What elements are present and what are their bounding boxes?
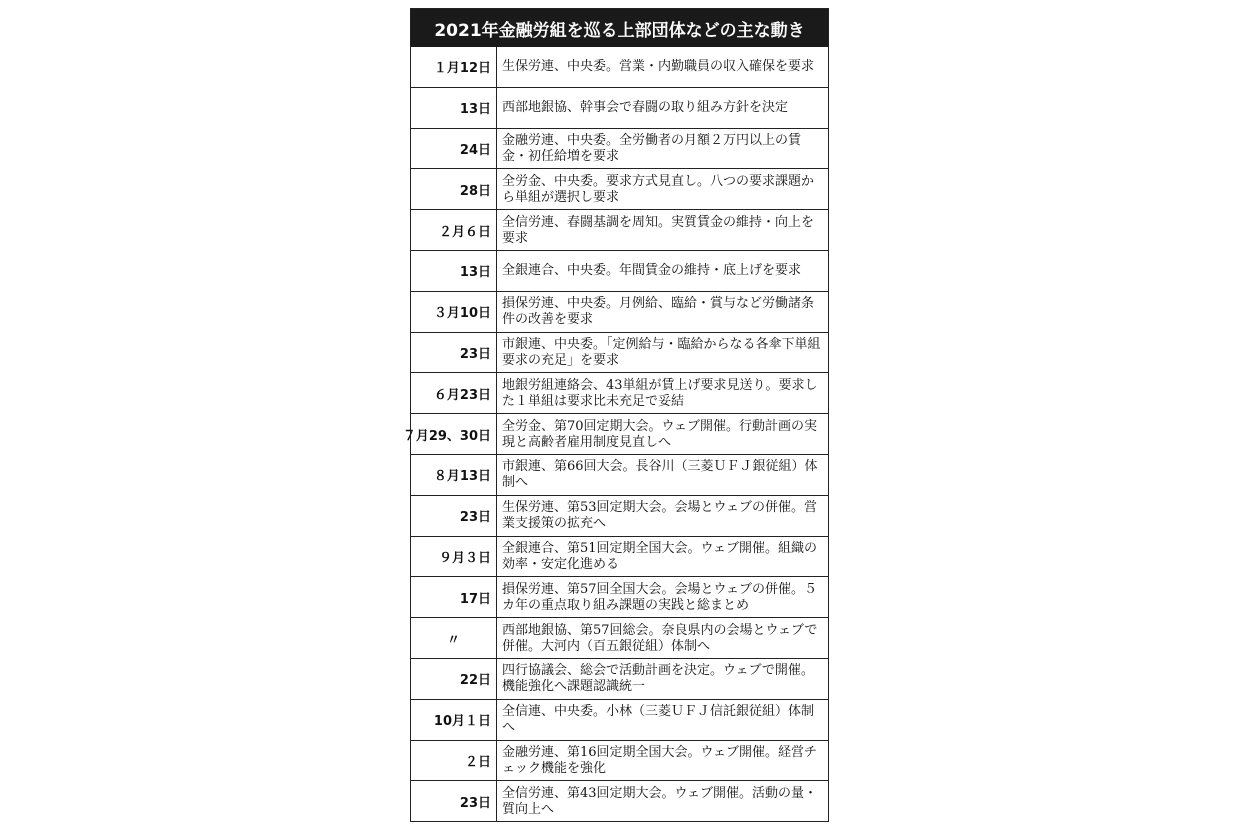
row-event-text — [497, 577, 828, 617]
table-row — [411, 780, 828, 821]
row-date: ２月６日 — [411, 210, 497, 250]
table-row — [411, 454, 828, 495]
row-event-text-content: 全労金、第70回定期大会。ウェブ開催。行動計画の実現と高齢者雇用制度見直しへ — [502, 418, 818, 450]
row-event-text-content: 全信労連、第43回定期大会。ウェブ開催。活動の量・質向上へ — [502, 785, 818, 817]
row-date: 13日 — [411, 88, 497, 128]
row-event-text-content: 金融労連、第16回定期全国大会。ウェブ開催。経営チェック機能を強化 — [502, 744, 818, 776]
row-date: ９月３日 — [411, 537, 497, 577]
row-date: ７月29、30日 — [411, 414, 497, 454]
row-date: 22日 — [411, 659, 497, 699]
row-date: 23日 — [411, 333, 497, 373]
row-event-text — [497, 618, 828, 658]
table-row — [411, 699, 828, 740]
row-date: ６月23日 — [411, 373, 497, 413]
row-event-text — [497, 47, 828, 87]
row-date: 24日 — [411, 129, 497, 169]
row-event-text — [497, 129, 828, 169]
table-row — [411, 250, 828, 291]
table-body — [402, 47, 828, 821]
row-date: 13日 — [411, 251, 497, 291]
row-event-text — [497, 496, 828, 536]
row-event-text-content: 西部地銀協、幹事会で春闘の取り組み方針を決定 — [502, 100, 789, 116]
row-event-text-content: 全労金、中央委。要求方式見直し。八つの要求課題から単組が選択し要求 — [502, 173, 815, 205]
row-event-text — [497, 659, 828, 699]
table-row — [411, 87, 828, 128]
row-date: １月12日 — [411, 47, 497, 87]
row-event-text — [497, 373, 828, 413]
table-title: 2021年金融労組を巡る上部団体などの主な動き — [411, 9, 828, 47]
row-event-text-content: 全信労連、春闘基調を周知。実質賃金の維持・向上を要求 — [502, 214, 815, 246]
table-row — [411, 168, 828, 209]
table-row — [411, 128, 828, 169]
row-event-text-content: 全銀連合、中央委。年間賃金の維持・底上げを要求 — [502, 263, 802, 279]
row-date: ３月10日 — [411, 292, 497, 332]
row-date: ８月13日 — [411, 455, 497, 495]
table-row — [411, 291, 828, 332]
row-event-text-content: 損保労連、第57回全国大会。会場とウェブの併催。５カ年の重点取り組み課題の実践と総まとめ — [502, 581, 818, 613]
table-row — [411, 495, 828, 536]
table-row — [411, 740, 828, 781]
table-row — [411, 658, 828, 699]
row-event-text-content: 市銀連、第66回大会。長谷川（三菱ＵＦＪ銀従組）体制へ — [502, 459, 818, 491]
row-event-text-content: 市銀連、中央委。「定例給与・臨給からなる各傘下単組要求の充足」を要求 — [502, 336, 821, 368]
row-date: ２日 — [411, 741, 497, 781]
row-event-text — [497, 333, 828, 373]
table-row — [411, 47, 828, 87]
row-event-text-content: 西部地銀協、第57回総会。奈良県内の会場とウェブで併催。大河内（百五銀従組）体制へ — [502, 622, 818, 654]
row-date: 〃 — [411, 618, 497, 658]
row-date: 28日 — [411, 169, 497, 209]
table-row — [411, 209, 828, 250]
row-event-text — [497, 700, 828, 740]
row-event-text — [497, 210, 828, 250]
row-event-text — [497, 414, 828, 454]
row-event-text-content: 生保労連、中央委。営業・内勤職員の収入確保を要求 — [502, 59, 815, 75]
row-date: 10月１日 — [411, 700, 497, 740]
table-row — [411, 536, 828, 577]
row-event-text — [497, 741, 828, 781]
row-event-text — [497, 169, 828, 209]
row-event-text-content: 地銀労組連絡会、43単組が賃上げ要求見送り。要求した１単組は要求比未充足で妥結 — [502, 377, 818, 409]
row-date: 23日 — [411, 781, 497, 821]
row-event-text — [497, 292, 828, 332]
row-event-text — [497, 88, 828, 128]
table-row — [411, 372, 828, 413]
row-event-text-content: 金融労連、中央委。全労働者の月額２万円以上の賃金・初任給増を要求 — [502, 132, 802, 164]
row-event-text — [497, 455, 828, 495]
row-event-text — [497, 781, 828, 821]
row-event-text-content: 損保労連、中央委。月例給、臨給・賞与など労働諸条件の改善を要求 — [502, 296, 815, 328]
row-event-text-content: 全信連、中央委。小林（三菱ＵＦＪ信託銀従組）体制へ — [502, 704, 815, 736]
table-row — [411, 617, 828, 658]
row-date: 23日 — [411, 496, 497, 536]
row-event-text-content: 生保労連、第53回定期大会。会場とウェブの併催。営業支援策の拡充へ — [502, 500, 818, 532]
table-row — [411, 576, 828, 617]
table-row — [411, 332, 828, 373]
row-event-text-content: 四行協議会、総会で活動計画を決定。ウェブで開催。機能強化へ課題認識統一 — [502, 663, 814, 695]
timeline-table — [402, 8, 829, 822]
row-date: 17日 — [411, 577, 497, 617]
row-event-text-content: 全銀連合、第51回定期全国大会。ウェブ開催。組織の効率・安定化進める — [502, 540, 818, 572]
row-event-text — [497, 537, 828, 577]
table-row — [402, 413, 828, 454]
row-event-text — [497, 251, 828, 291]
